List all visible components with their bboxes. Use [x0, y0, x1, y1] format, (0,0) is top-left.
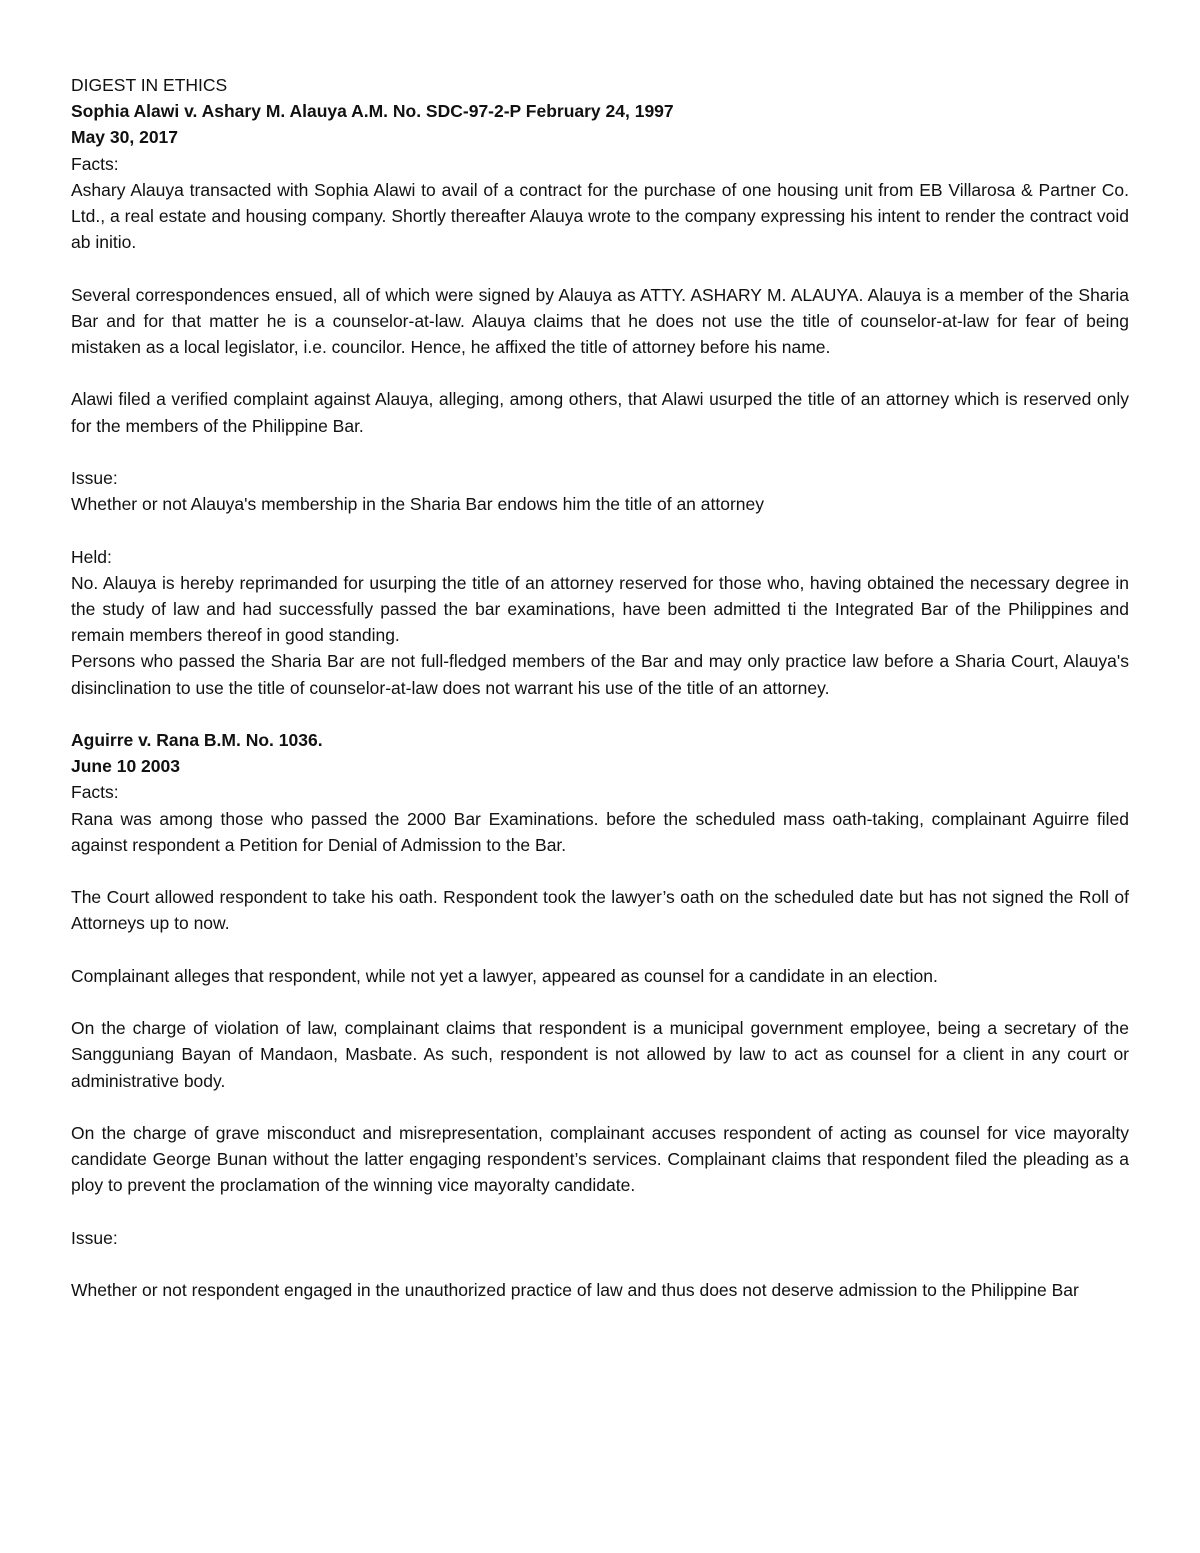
case1-facts-paragraph-3: Alawi filed a verified complaint against Alauya, alleging, among others, that Alawi usurped the title of an attorney which is reserved only for the members of the Philippine Bar.: [71, 389, 1129, 436]
case1-held-label: Held:: [71, 546, 112, 567]
spacer: [71, 255, 1129, 281]
spacer: [71, 701, 1129, 727]
case1-facts-paragraph-2: Several correspondences ensued, all of which were signed by Alauya as ATTY. ASHARY M. ALAUYA. Alauya is a member of the Sharia Bar and for that matter he is a counselor-at-law. Alauya claims that he does not use the title of counselor-at-law for fear of being mistaken as a local legislator, i.e. councilor. Hence, he affixed the title of attorney before his name.: [71, 284, 1129, 358]
case2-issue-label: Issue:: [71, 1227, 118, 1248]
spacer: [71, 360, 1129, 386]
case1-issue-label: Issue:: [71, 468, 118, 488]
case1-issue-text: Whether or not Alauya's membership in the Sharia Bar endows him the title of an attorney: [71, 494, 765, 515]
case2-facts-label: Facts:: [71, 782, 119, 803]
spacer: [71, 517, 1129, 543]
spacer: [71, 1251, 1129, 1277]
spacer: [71, 989, 1129, 1015]
case2-facts-paragraph-1: Rana was among those who passed the 2000 Bar Examinations. before the scheduled mass oath-taking, complainant Aguirre filed against respondent a Petition for Denial of Admission to the Bar.: [71, 808, 1129, 855]
case2-facts-paragraph-2: The Court allowed respondent to take his oath. Respondent took the lawyer’s oath on the scheduled date but has not signed the Roll of Attorneys up to now.: [71, 887, 1129, 934]
case1-facts-paragraph-1: Ashary Alauya transacted with Sophia Alawi to avail of a contract for the purchase of one housing unit from EB Villarosa & Partner Co. Ltd., a real estate and housing company. Shortly thereafter Alauya wrote to the company expressing his intent to render the contract void ab initio.: [71, 179, 1129, 253]
case1-held-paragraph-2: Persons who passed the Sharia Bar are not full-fledged members of the Bar and may only practice law before a Sharia Court, Alauya's disinclination to use the title of counselor-at-law does not warrant his use of the title of an attorney.: [71, 651, 1129, 698]
document-heading: DIGEST IN ETHICS: [71, 75, 228, 95]
case2-date: June 10 2003: [71, 756, 180, 777]
document-page: [71, 72, 1129, 1303]
case1-title: Sophia Alawi v. Ashary M. Alauya A.M. No. SDC-97-2-P February 24, 1997: [71, 101, 674, 122]
case1-facts-label: Facts:: [71, 153, 119, 174]
spacer: [71, 1199, 1129, 1225]
case2-facts-paragraph-5: On the charge of grave misconduct and misrepresentation, complainant accuses respondent of acting as counsel for vice mayoralty candidate George Bunan without the latter engaging respondent’s services. Complainant claims that respondent filed the pleading as a ploy to prevent the proclamation of the winning vice mayoralty candidate.: [71, 1122, 1129, 1196]
spacer: [71, 937, 1129, 963]
spacer: [71, 858, 1129, 884]
case1-date: May 30, 2017: [71, 127, 179, 148]
case2-issue-text: Whether or not respondent engaged in the unauthorized practice of law and thus does not deserve admission to the Philippine Bar: [71, 1280, 1079, 1301]
case2-facts-paragraph-3: Complainant alleges that respondent, while not yet a lawyer, appeared as counsel for a candidate in an election.: [71, 965, 938, 986]
case2-title: Aguirre v. Rana B.M. No. 1036.: [71, 730, 323, 750]
case2-facts-paragraph-4: On the charge of violation of law, complainant claims that respondent is a municipal government employee, being a secretary of the Sangguniang Bayan of Mandaon, Masbate. As such, respondent is not allowed by law to act as counsel for a client in any court or administrative body.: [71, 1018, 1129, 1091]
spacer: [71, 1094, 1129, 1120]
spacer: [71, 439, 1129, 465]
case1-held-paragraph-1: No. Alauya is hereby reprimanded for usurping the title of an attorney reserved for those who, having obtained the necessary degree in the study of law and had successfully passed the bar examinations, have been admitted ti the Integrated Bar of the Philippines and remain members thereof in good standing.: [71, 572, 1129, 646]
